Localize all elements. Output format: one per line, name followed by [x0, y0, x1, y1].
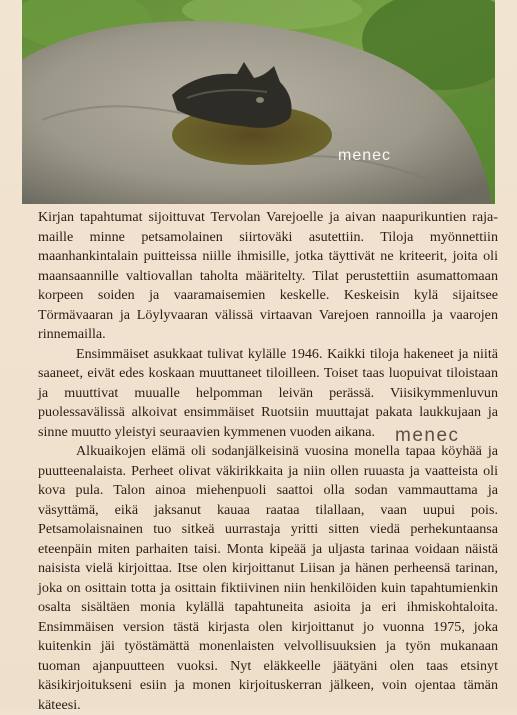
paragraph-2: Ensimmäiset asukkaat tulivat kylälle 1946. Kaikki tiloja hakeneet ja niitä saaneet, eivät edes koskaan muuttaneet tiloilleen. Toiset taas luopuivat tiloistaan ja muuttivat muualle helpomman leivän perässä. Viisikymmenluvun puolessavälissä alkoivat ensimmäiset Ruotsiin muuttajat pakata laukkujaan ja sinne muutto yleistyi seuraavien kymmenen vuoden aikana. [38, 345, 498, 440]
blurb-text [38, 208, 498, 715]
watermark: menec [338, 147, 392, 164]
stone-photo-illustration [22, 0, 495, 204]
paragraph-1: Kirjan tapahtumat sijoittuvat Tervolan Varejoelle ja aivan naapurikuntien raja-maille minne petsamolainen siirtoväki asutettiin. Tiloja myönnettiin maanhankintalain puitteissa niille ihmisille, jotka täyttivät ne kriteerit, joita oli maansaannille valtiovallan taholta määritelty. Tilat perustettiin asumattomaan korpeen soiden ja vaaramaisemien keskelle. Keskeisin kylä sijaitsee Törmävaaran ja Löylyvaaran välissä virtaavan Varejoen rannoilla ja vaarojen rinnemailla. [38, 209, 498, 342]
cover-photo-stone-sculpture [22, 0, 495, 204]
paragraph-3: Alkuaikojen elämä oli sodanjälkeisinä vuosina monella tapaa köyhää ja puutteenalaista. Perheet olivat väkirikkaita ja niin ollen ruuasta ja vaatteista oli kova pula. Talon ainoa miehenpuoli saattoi olla sodan vammauttama ja väsyttämä, eikä jaksanut kauaa raataa tilallaan, vaan uupui pois. Petsamolaisnainen tuo sitkeä uurrastaja yritti sitten viedä perhekuntaansa eteenpäin miten parhaiten taisi. Monta kipeää ja uljasta tarinaa voidaan näistä naisista vielä kirjoittaa. Itse olen kirjoittanut Liisan ja hänen perheensä tarinan, joka on osittain totta ja osittain fiktiivinen niin henkilöiden kuin tapahtumienkin osalta sisältäen monia kylällä tapahtuneita asioita ja eri ihmiskohtaloita. Ensimmäisen version tästä kirjasta olen kirjoittanut jo vuonna 1975, joka kuitenkin jäi työstämättä monenlaisten velvollisuuksien ja työn mukanaan tuoman ajanpuutteen vuoksi. Nyt eläkkeelle jäätyäni olen taas etsinyt käsikirjoitukseni esiin ja monen kirjoituskerran jälkeen, voin ojentaa tämän käteesi. [38, 443, 498, 713]
watermark: menec [395, 425, 460, 446]
